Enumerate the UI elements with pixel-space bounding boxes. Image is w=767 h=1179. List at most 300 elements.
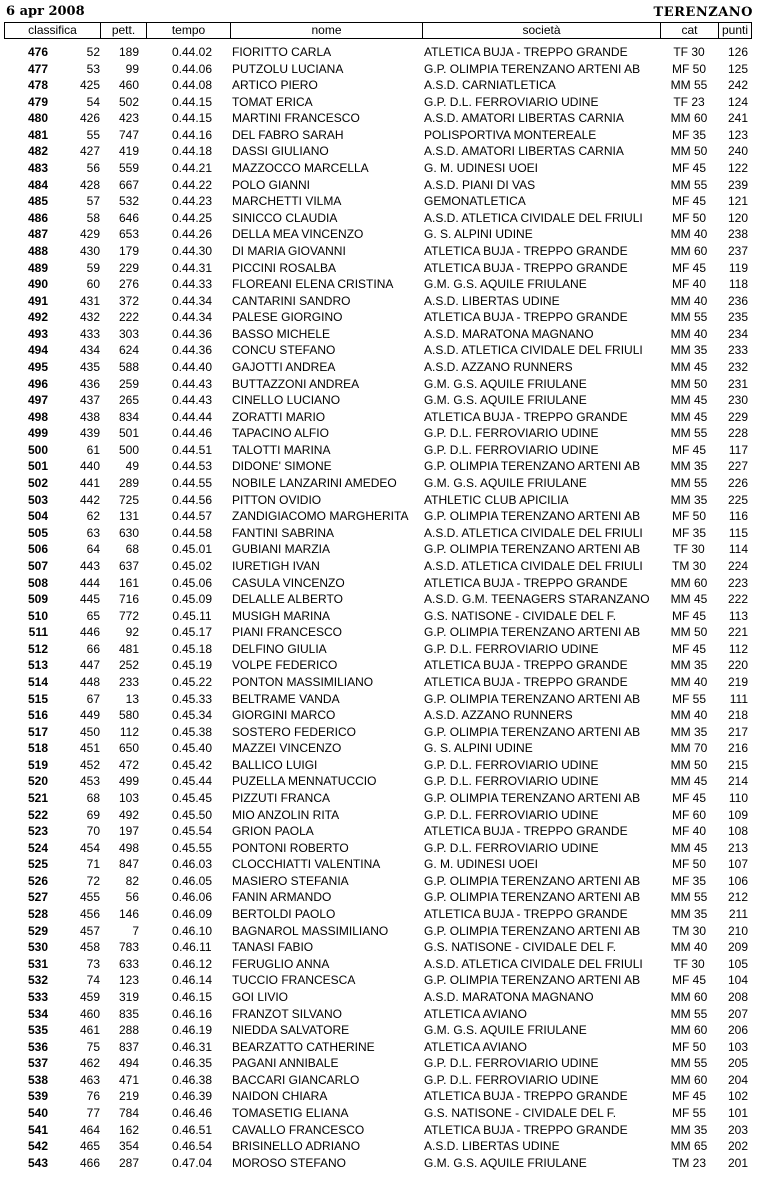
athlete-name-cell: MUSIGH MARINA <box>232 608 331 623</box>
category-cell: MM 55 <box>670 1056 708 1071</box>
points-cell: 112 <box>728 641 748 656</box>
athlete-name-cell: DELALLE ALBERTO <box>232 592 343 607</box>
athlete-name-cell: CAVALLO FRANCESCO <box>232 1122 365 1137</box>
position-cell: 479 <box>27 94 48 109</box>
time-cell: 0.44.55 <box>171 476 213 491</box>
club-cell: G.P. D.L. FERROVIARIO UDINE <box>424 757 599 772</box>
club-cell: ATHLETIC CLUB APICILIA <box>424 492 569 507</box>
bib-number-cell: 7 <box>132 923 139 938</box>
category-rank-cell: 61 <box>86 442 100 457</box>
category-cell: MM 60 <box>670 1072 708 1087</box>
bib-number-cell: 633 <box>118 956 139 971</box>
athlete-name-cell: CONCU STEFANO <box>232 343 336 358</box>
category-cell: MM 40 <box>670 326 708 341</box>
time-cell: 0.44.06 <box>171 61 213 76</box>
athlete-name-cell: DI MARIA GIOVANNI <box>232 243 346 258</box>
bib-number-cell: 834 <box>118 409 139 424</box>
bib-number-cell: 588 <box>118 359 139 374</box>
points-cell: 236 <box>727 293 748 308</box>
time-cell: 0.46.15 <box>171 989 213 1004</box>
category-rank-cell: 56 <box>86 161 100 176</box>
position-cell: 517 <box>27 724 48 739</box>
position-cell: 476 <box>27 45 48 59</box>
table-row <box>4 840 752 857</box>
position-cell: 515 <box>27 691 48 706</box>
category-cell: MF 35 <box>671 127 706 142</box>
category-rank-cell: 453 <box>79 774 100 789</box>
time-cell: 0.44.56 <box>171 492 213 507</box>
category-cell: MM 55 <box>670 890 708 905</box>
category-rank-cell: 434 <box>79 343 100 358</box>
category-rank-cell: 441 <box>79 476 100 491</box>
bib-number-cell: 354 <box>118 1139 139 1154</box>
points-cell: 212 <box>727 890 748 905</box>
athlete-name-cell: BUTTAZZONI ANDREA <box>232 376 360 391</box>
position-cell: 525 <box>27 857 48 872</box>
club-cell: G.P. OLIMPIA TERENZANO ARTENI AB <box>424 890 641 905</box>
time-cell: 0.45.40 <box>171 741 213 756</box>
athlete-name-cell: PUTZOLU LUCIANA <box>232 61 344 76</box>
table-row <box>4 110 752 127</box>
table-row <box>4 558 752 575</box>
athlete-name-cell: GRION PAOLA <box>232 824 314 839</box>
points-cell: 119 <box>728 260 748 275</box>
athlete-name-cell: MARCHETTI VILMA <box>232 194 342 209</box>
table-row <box>4 61 752 78</box>
position-cell: 503 <box>27 492 48 507</box>
bib-number-cell: 784 <box>118 1106 139 1120</box>
time-cell: 0.46.06 <box>171 890 213 905</box>
points-cell: 239 <box>727 177 748 192</box>
athlete-name-cell: GUBIANI MARZIA <box>232 542 331 557</box>
club-cell: ATLETICA BUJA - TREPPO GRANDE <box>424 658 628 673</box>
table-row <box>4 409 752 426</box>
points-cell: 213 <box>727 840 748 855</box>
bib-number-cell: 82 <box>125 873 139 888</box>
athlete-name-cell: PITTON OVIDIO <box>232 492 322 507</box>
position-cell: 536 <box>27 1039 48 1054</box>
time-cell: 0.46.12 <box>171 956 213 971</box>
time-cell: 0.44.31 <box>171 260 213 275</box>
category-cell: MF 50 <box>671 857 706 872</box>
time-cell: 0.46.38 <box>171 1072 213 1087</box>
position-cell: 501 <box>27 459 48 474</box>
category-rank-cell: 440 <box>79 459 100 474</box>
category-rank-cell: 443 <box>79 558 100 573</box>
table-row <box>4 376 752 393</box>
points-cell: 123 <box>727 127 748 142</box>
category-rank-cell: 65 <box>86 608 100 623</box>
athlete-name-cell: DELFINO GIULIA <box>232 641 327 656</box>
athlete-name-cell: GAJOTTI ANDREA <box>232 359 336 374</box>
bib-number-cell: 472 <box>118 757 139 772</box>
club-cell: A.S.D. AZZANO RUNNERS <box>424 359 573 374</box>
category-cell: MF 55 <box>671 691 706 706</box>
athlete-name-cell: TUCCIO FRANCESCA <box>232 973 356 988</box>
athlete-name-cell: SOSTERO FEDERICO <box>232 724 357 739</box>
time-cell: 0.45.06 <box>171 575 213 590</box>
category-cell: TM 30 <box>671 558 706 573</box>
category-cell: MM 35 <box>670 459 708 474</box>
athlete-name-cell: FIORITTO CARLA <box>232 45 332 59</box>
athlete-name-cell: CLOCCHIATTI VALENTINA <box>232 857 381 872</box>
club-cell: G.P. D.L. FERROVIARIO UDINE <box>424 442 599 457</box>
points-cell: 113 <box>728 608 748 623</box>
athlete-name-cell: POLO GIANNI <box>232 177 311 192</box>
club-cell: A.S.D. ATLETICA CIVIDALE DEL FRIULI <box>424 558 643 573</box>
club-cell: G.S. NATISONE - CIVIDALE DEL F. <box>424 608 617 623</box>
club-cell: G. S. ALPINI UDINE <box>424 741 533 756</box>
time-cell: 0.44.15 <box>171 111 213 126</box>
category-cell: MF 35 <box>671 873 706 888</box>
athlete-name-cell: DASSI GIULIANO <box>232 144 329 159</box>
category-rank-cell: 75 <box>86 1039 100 1054</box>
athlete-name-cell: CINELLO LUCIANO <box>232 393 341 408</box>
table-row <box>4 807 752 824</box>
club-cell: G.M. G.S. AQUILE FRIULANE <box>424 1023 587 1038</box>
time-cell: 0.45.34 <box>171 708 213 723</box>
category-cell: MF 40 <box>671 824 706 839</box>
bib-number-cell: 56 <box>125 890 139 905</box>
bib-number-cell: 259 <box>118 376 139 391</box>
bib-number-cell: 252 <box>118 658 139 673</box>
time-cell: 0.45.55 <box>171 840 213 855</box>
athlete-name-cell: ZANDIGIACOMO MARGHERITA <box>232 509 409 524</box>
club-cell: GEMONATLETICA <box>424 194 526 209</box>
category-rank-cell: 62 <box>86 509 100 524</box>
position-cell: 480 <box>27 111 48 126</box>
club-cell: G.P. OLIMPIA TERENZANO ARTENI AB <box>424 61 641 76</box>
category-cell: MF 40 <box>671 277 706 292</box>
points-cell: 111 <box>729 691 748 706</box>
position-cell: 483 <box>27 161 48 176</box>
time-cell: 0.46.09 <box>171 907 213 922</box>
points-cell: 234 <box>727 326 748 341</box>
bib-number-cell: 197 <box>118 824 139 839</box>
table-row <box>4 757 752 774</box>
category-cell: MM 45 <box>670 592 708 607</box>
athlete-name-cell: FLOREANI ELENA CRISTINA <box>232 277 394 292</box>
position-cell: 518 <box>27 741 48 756</box>
club-cell: G.M. G.S. AQUILE FRIULANE <box>424 1155 587 1170</box>
category-rank-cell: 448 <box>79 674 100 689</box>
points-cell: 118 <box>728 277 748 292</box>
time-cell: 0.45.11 <box>172 608 212 623</box>
position-cell: 529 <box>27 923 48 938</box>
time-cell: 0.44.34 <box>171 293 213 308</box>
club-cell: G.P. D.L. FERROVIARIO UDINE <box>424 641 599 656</box>
table-row <box>4 392 752 409</box>
category-cell: MM 55 <box>670 476 708 491</box>
athlete-name-cell: DELLA MEA VINCENZO <box>232 227 364 242</box>
category-rank-cell: 431 <box>79 293 100 308</box>
position-cell: 509 <box>27 592 48 607</box>
position-cell: 516 <box>27 708 48 723</box>
points-cell: 222 <box>727 592 748 607</box>
category-rank-cell: 77 <box>86 1106 100 1120</box>
category-cell: TF 30 <box>673 542 705 557</box>
athlete-name-cell: PONTON MASSIMILIANO <box>232 674 374 689</box>
bib-number-cell: 725 <box>118 492 139 507</box>
table-row <box>4 1155 752 1172</box>
time-cell: 0.44.22 <box>171 177 213 192</box>
table-row <box>4 342 752 359</box>
category-cell: MM 40 <box>670 674 708 689</box>
category-cell: MF 45 <box>671 161 706 176</box>
points-cell: 214 <box>727 774 748 789</box>
bib-number-cell: 499 <box>118 774 139 789</box>
club-cell: G.P. OLIMPIA TERENZANO ARTENI AB <box>424 542 641 557</box>
club-cell: ATLETICA BUJA - TREPPO GRANDE <box>424 1122 628 1137</box>
club-cell: A.S.D. G.M. TEENAGERS STARANZANO <box>424 592 650 607</box>
bib-number-cell: 559 <box>118 161 139 176</box>
athlete-name-cell: BERTOLDI PAOLO <box>232 907 336 922</box>
points-cell: 219 <box>727 674 748 689</box>
bib-number-cell: 92 <box>125 625 139 640</box>
category-rank-cell: 71 <box>86 857 100 872</box>
points-cell: 207 <box>727 1006 748 1021</box>
position-cell: 510 <box>27 608 48 623</box>
bib-number-cell: 219 <box>118 1089 139 1104</box>
bib-number-cell: 492 <box>118 807 139 822</box>
position-cell: 528 <box>27 907 48 922</box>
bib-number-cell: 162 <box>118 1122 139 1137</box>
athlete-name-cell: TAPACINO ALFIO <box>232 426 329 441</box>
points-cell: 230 <box>727 393 748 408</box>
category-rank-cell: 426 <box>79 111 100 126</box>
category-cell: MM 50 <box>670 625 708 640</box>
athlete-name-cell: TANASI FABIO <box>232 940 314 955</box>
club-cell: ATLETICA BUJA - TREPPO GRANDE <box>424 907 628 922</box>
athlete-name-cell: MARTINI FRANCESCO <box>232 111 360 126</box>
category-rank-cell: 72 <box>86 873 100 888</box>
points-cell: 117 <box>728 442 748 457</box>
position-cell: 534 <box>27 1006 48 1021</box>
athlete-name-cell: GIORGINI MARCO <box>232 708 336 723</box>
bib-number-cell: 68 <box>125 542 139 557</box>
bib-number-cell: 13 <box>125 691 139 706</box>
club-cell: A.S.D. ATLETICA CIVIDALE DEL FRIULI <box>424 343 643 358</box>
athlete-name-cell: NIEDDA SALVATORE <box>232 1023 350 1038</box>
category-rank-cell: 58 <box>86 210 100 225</box>
category-rank-cell: 457 <box>79 923 100 938</box>
category-rank-cell: 53 <box>86 61 100 76</box>
table-row <box>4 276 752 293</box>
table-row <box>4 873 752 890</box>
position-cell: 537 <box>27 1056 48 1071</box>
category-cell: MF 50 <box>671 61 706 76</box>
club-cell: A.S.D. LIBERTAS UDINE <box>424 293 560 308</box>
category-rank-cell: 450 <box>79 724 100 739</box>
athlete-name-cell: PUZELLA MENNATUCCIO <box>232 774 377 789</box>
club-cell: G.P. OLIMPIA TERENZANO ARTENI AB <box>424 625 641 640</box>
category-rank-cell: 452 <box>79 757 100 772</box>
position-cell: 502 <box>27 476 48 491</box>
table-row <box>4 1088 752 1105</box>
table-row <box>4 972 752 989</box>
bib-number-cell: 419 <box>118 144 139 159</box>
category-cell: MM 50 <box>670 376 708 391</box>
category-rank-cell: 68 <box>86 791 100 806</box>
table-row <box>4 674 752 691</box>
col-header-classifica: classifica <box>5 23 101 38</box>
category-rank-cell: 456 <box>79 907 100 922</box>
athlete-name-cell: GOI LIVIO <box>232 989 289 1004</box>
category-rank-cell: 460 <box>79 1006 100 1021</box>
race-date: 6 apr 2008 <box>6 4 85 19</box>
position-cell: 526 <box>27 873 48 888</box>
position-cell: 532 <box>27 973 48 988</box>
category-rank-cell: 451 <box>79 741 100 756</box>
bib-number-cell: 423 <box>118 111 139 126</box>
table-row <box>4 889 752 906</box>
category-rank-cell: 60 <box>86 277 100 292</box>
category-cell: MM 35 <box>670 492 708 507</box>
time-cell: 0.46.19 <box>171 1023 213 1038</box>
position-cell: 491 <box>27 293 48 308</box>
points-cell: 203 <box>727 1122 748 1137</box>
time-cell: 0.45.01 <box>171 542 213 557</box>
club-cell: A.S.D. CARNIATLETICA <box>424 78 556 93</box>
position-cell: 497 <box>27 393 48 408</box>
club-cell: ATLETICA BUJA - TREPPO GRANDE <box>424 243 628 258</box>
time-cell: 0.46.31 <box>171 1039 213 1054</box>
time-cell: 0.44.23 <box>171 194 213 209</box>
category-rank-cell: 430 <box>79 243 100 258</box>
position-cell: 512 <box>27 641 48 656</box>
position-cell: 541 <box>27 1122 48 1137</box>
table-row <box>4 823 752 840</box>
position-cell: 507 <box>27 558 48 573</box>
category-cell: MF 50 <box>671 509 706 524</box>
category-cell: MM 55 <box>670 177 708 192</box>
time-cell: 0.45.33 <box>171 691 213 706</box>
time-cell: 0.46.54 <box>171 1139 213 1154</box>
position-cell: 493 <box>27 326 48 341</box>
table-row <box>4 906 752 923</box>
position-cell: 530 <box>27 940 48 955</box>
club-cell: A.S.D. ATLETICA CIVIDALE DEL FRIULI <box>424 956 643 971</box>
bib-number-cell: 131 <box>118 509 139 524</box>
time-cell: 0.44.44 <box>171 409 213 424</box>
bib-number-cell: 189 <box>118 45 139 59</box>
athlete-name-cell: PALESE GIORGINO <box>232 310 343 325</box>
points-cell: 206 <box>727 1023 748 1038</box>
category-rank-cell: 433 <box>79 326 100 341</box>
position-cell: 496 <box>27 376 48 391</box>
category-rank-cell: 425 <box>79 78 100 93</box>
points-cell: 102 <box>727 1089 748 1104</box>
athlete-name-cell: FRANZOT SILVANO <box>232 1006 343 1021</box>
category-cell: MM 35 <box>670 907 708 922</box>
position-cell: 498 <box>27 409 48 424</box>
points-cell: 124 <box>727 94 748 109</box>
category-rank-cell: 69 <box>86 807 100 822</box>
points-cell: 228 <box>727 426 748 441</box>
position-cell: 486 <box>27 210 48 225</box>
table-row <box>4 475 752 492</box>
category-cell: MM 55 <box>670 310 708 325</box>
table-row <box>4 525 752 542</box>
table-row <box>4 657 752 674</box>
points-cell: 237 <box>727 243 748 258</box>
club-cell: G.P. D.L. FERROVIARIO UDINE <box>424 774 599 789</box>
bib-number-cell: 650 <box>118 741 139 756</box>
athlete-name-cell: BELTRAME VANDA <box>232 691 340 706</box>
category-rank-cell: 446 <box>79 625 100 640</box>
bib-number-cell: 471 <box>118 1072 139 1087</box>
points-cell: 107 <box>727 857 748 872</box>
points-cell: 242 <box>727 78 748 93</box>
bib-number-cell: 319 <box>118 989 139 1004</box>
athlete-name-cell: CASULA VINCENZO <box>232 575 345 590</box>
time-cell: 0.46.03 <box>171 857 213 872</box>
table-row <box>4 77 752 94</box>
position-cell: 506 <box>27 542 48 557</box>
bib-number-cell: 481 <box>118 641 139 656</box>
category-rank-cell: 435 <box>79 359 100 374</box>
club-cell: G. S. ALPINI UDINE <box>424 227 533 242</box>
club-cell: G.P. OLIMPIA TERENZANO ARTENI AB <box>424 923 641 938</box>
points-cell: 215 <box>727 757 748 772</box>
table-row <box>4 923 752 940</box>
points-cell: 225 <box>727 492 748 507</box>
table-row <box>4 575 752 592</box>
category-cell: MM 45 <box>670 393 708 408</box>
position-cell: 494 <box>27 343 48 358</box>
athlete-name-cell: TOMAT ERICA <box>232 94 313 109</box>
points-cell: 211 <box>728 907 748 922</box>
table-row <box>4 790 752 807</box>
table-row <box>4 260 752 277</box>
bib-number-cell: 653 <box>118 227 139 242</box>
position-cell: 542 <box>27 1139 48 1154</box>
club-cell: ATLETICA AVIANO <box>424 1039 527 1054</box>
table-row <box>4 1072 752 1089</box>
table-row <box>4 956 752 973</box>
athlete-name-cell: FANIN ARMANDO <box>232 890 332 905</box>
points-cell: 223 <box>727 575 748 590</box>
points-cell: 241 <box>727 111 748 126</box>
table-row <box>4 1138 752 1155</box>
time-cell: 0.45.02 <box>171 558 213 573</box>
table-row <box>4 425 752 442</box>
position-cell: 504 <box>27 509 48 524</box>
points-cell: 204 <box>727 1072 748 1087</box>
time-cell: 0.44.40 <box>171 359 213 374</box>
points-cell: 116 <box>728 509 748 524</box>
club-cell: G.P. OLIMPIA TERENZANO ARTENI AB <box>424 791 641 806</box>
category-rank-cell: 76 <box>86 1089 100 1104</box>
bib-number-cell: 372 <box>118 293 139 308</box>
category-rank-cell: 455 <box>79 890 100 905</box>
position-cell: 488 <box>27 243 48 258</box>
points-cell: 232 <box>727 359 748 374</box>
club-cell: G.S. NATISONE - CIVIDALE DEL F. <box>424 1106 617 1120</box>
time-cell: 0.45.50 <box>171 807 213 822</box>
table-row <box>4 989 752 1006</box>
category-rank-cell: 55 <box>86 127 100 142</box>
position-cell: 495 <box>27 359 48 374</box>
table-row <box>4 608 752 625</box>
points-cell: 227 <box>727 459 748 474</box>
table-row <box>4 177 752 194</box>
points-cell: 104 <box>727 973 748 988</box>
category-rank-cell: 459 <box>79 989 100 1004</box>
club-cell: A.S.D. ATLETICA CIVIDALE DEL FRIULI <box>424 210 643 225</box>
bib-number-cell: 233 <box>118 674 139 689</box>
category-cell: MF 45 <box>671 608 706 623</box>
